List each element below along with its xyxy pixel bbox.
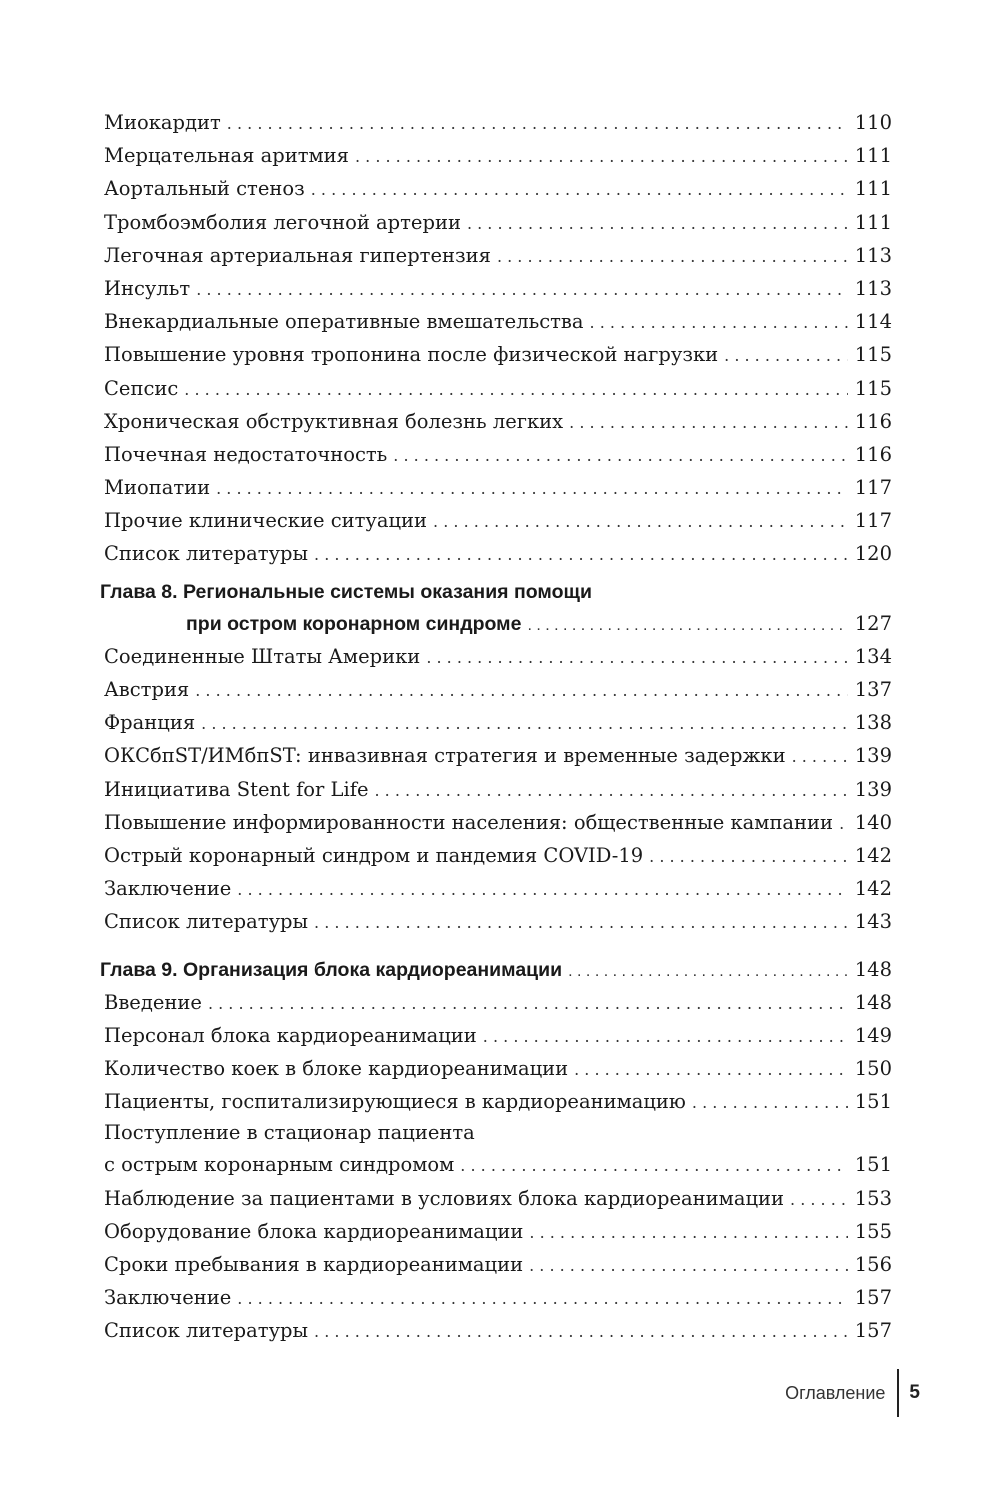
toc-entry-page: 139 (854, 744, 892, 768)
toc-entry[interactable] (100, 471, 892, 504)
toc-entry-title-cont: с острым коронарным синдромом (104, 1153, 455, 1177)
toc-entry-page: 148 (854, 990, 892, 1014)
toc-entry-page: 113 (854, 276, 892, 300)
chapter-spacer (100, 939, 892, 953)
dot-leader (314, 1314, 848, 1348)
toc-entry[interactable] (100, 773, 892, 806)
toc-entry-title: Инсульт (104, 276, 191, 300)
chapter-9-page: 148 (854, 957, 892, 981)
toc-entry-title: Инициатива Stent for Life (104, 777, 369, 801)
toc-entry-page: 113 (854, 243, 892, 267)
toc-entry-title: Пациенты, госпитализирующиеся в кардиореанимацию (104, 1090, 686, 1114)
toc-entry-title: Прочие клинические ситуации (104, 509, 428, 533)
toc-entry[interactable] (100, 673, 892, 706)
toc-entry-page: 143 (854, 910, 892, 934)
dot-leader (314, 537, 848, 571)
toc-entry-title: Заключение (104, 877, 232, 901)
dot-leader (724, 338, 848, 372)
chapter-9-title: Глава 9. Организация блока кардиореанимации (100, 958, 563, 981)
toc-entry-title: Миопатии (104, 476, 211, 500)
dot-leader (201, 706, 848, 740)
toc-entry[interactable] (100, 1019, 892, 1052)
toc-entry-page: 140 (854, 810, 892, 834)
toc-entry[interactable] (100, 206, 892, 239)
toc-entry-title: Внекардиальные оперативные вмешательства (104, 310, 584, 334)
toc-entry-page: 115 (854, 376, 892, 400)
toc-entry-page: 151 (854, 1153, 892, 1177)
toc-entry[interactable] (100, 640, 892, 673)
toc-entry[interactable] (100, 1281, 892, 1314)
toc-entry-page: 114 (854, 310, 892, 334)
toc-entry[interactable] (100, 537, 892, 570)
dot-leader (433, 504, 848, 538)
dot-leader (483, 1019, 848, 1053)
toc-entry[interactable] (100, 1314, 892, 1347)
toc-entry-page: 117 (854, 476, 892, 500)
dot-leader (195, 673, 848, 707)
dot-leader (237, 872, 848, 906)
toc-entry-title: Поступление в стационар пациента (104, 1121, 475, 1145)
dot-leader (527, 608, 848, 642)
toc-entry[interactable] (100, 438, 892, 471)
toc-entry[interactable] (100, 905, 892, 938)
toc-entry-page: 151 (854, 1090, 892, 1114)
toc-entry-page: 111 (854, 177, 892, 201)
dot-leader (497, 239, 848, 273)
dot-leader (208, 986, 848, 1020)
toc-entry[interactable] (100, 1085, 892, 1118)
dot-leader (184, 372, 848, 406)
toc-entry-title: Оборудование блока кардиореанимации (104, 1219, 524, 1243)
chapter-9-heading[interactable] (100, 953, 892, 986)
dot-leader (529, 1248, 848, 1282)
toc-entry[interactable] (100, 739, 892, 772)
toc-entry[interactable] (100, 305, 892, 338)
toc-entry-title: Наблюдение за пациентами в условиях блока кардиореанимации (104, 1186, 785, 1210)
toc-entry[interactable] (100, 839, 892, 872)
chapter-8-title-line2[interactable] (100, 607, 892, 640)
toc-entry-title: Список литературы (104, 910, 309, 934)
toc-entry[interactable] (100, 1248, 892, 1281)
toc-entry[interactable] (100, 338, 892, 371)
toc-entry[interactable] (100, 986, 892, 1019)
toc-entry-page: 116 (854, 409, 892, 433)
dot-leader (393, 438, 848, 472)
table-of-contents (100, 106, 892, 1348)
toc-entry[interactable] (100, 239, 892, 272)
page-number: 5 (909, 1382, 920, 1403)
toc-entry-page: 150 (854, 1057, 892, 1081)
toc-entry-title: Австрия (104, 678, 190, 701)
toc-entry-page: 111 (854, 144, 892, 168)
footer-divider (897, 1369, 899, 1417)
toc-entry[interactable] (100, 272, 892, 305)
dot-leader (792, 739, 848, 773)
dot-leader (529, 1215, 848, 1249)
page-footer (720, 1368, 920, 1418)
toc-entry[interactable] (100, 405, 892, 438)
toc-entry-page: 110 (854, 111, 892, 134)
toc-entry-line1 (100, 1118, 892, 1148)
toc-entry-title: Персонал блока кардиореанимации (104, 1023, 477, 1047)
dot-leader (375, 773, 849, 807)
toc-entry-title: Хроническая обструктивная болезнь легких (104, 409, 564, 433)
dot-leader (355, 139, 848, 173)
toc-section-prev-chapter (100, 106, 892, 571)
dot-leader (314, 905, 848, 939)
toc-entry-title: Мерцательная аритмия (104, 144, 349, 168)
toc-entry-title: Сепсис (104, 376, 179, 400)
toc-entry-title: Список литературы (104, 542, 309, 566)
toc-entry-title: Введение (104, 990, 202, 1014)
dot-leader (237, 1281, 848, 1315)
toc-entry-page: 111 (854, 210, 892, 234)
toc-entry-title: Франция (104, 711, 196, 735)
toc-entry-page: 157 (854, 1286, 892, 1310)
toc-entry-title: Сроки пребывания в кардиореанимации (104, 1253, 524, 1276)
toc-entry-title: Почечная недостаточность (104, 442, 388, 466)
toc-entry-page: 115 (854, 343, 892, 367)
toc-entry[interactable] (100, 106, 892, 139)
toc-entry[interactable] (100, 1182, 892, 1215)
toc-entry[interactable] (100, 139, 892, 172)
toc-entry-title: Соединенные Штаты Америки (104, 644, 421, 668)
toc-entry-title: ОКСбпST/ИМбпST: инвазивная стратегия и временные задержки (104, 744, 786, 768)
toc-chapter-9-items (100, 986, 892, 1348)
toc-entry-page: 142 (854, 843, 892, 867)
toc-entry-page: 116 (854, 442, 892, 466)
dot-leader (227, 106, 848, 140)
chapter-8-title-line1[interactable]: Глава 8. Региональные системы оказания помощи (100, 580, 592, 603)
toc-entry[interactable] (100, 172, 892, 205)
toc-entry-page: 157 (854, 1319, 892, 1343)
footer-section-label: Оглавление (785, 1382, 886, 1403)
toc-entry-page: 137 (854, 678, 892, 701)
toc-entry[interactable] (100, 1052, 892, 1085)
toc-entry-title: Заключение (104, 1286, 232, 1310)
dot-leader (311, 172, 848, 206)
toc-entry-two-line[interactable] (100, 1118, 892, 1181)
dot-leader (839, 806, 848, 840)
toc-entry-title: Количество коек в блоке кардиореанимации (104, 1057, 569, 1081)
toc-entry[interactable] (100, 706, 892, 739)
toc-entry-page: 153 (854, 1186, 892, 1210)
dot-leader (460, 1148, 848, 1182)
toc-entry[interactable] (100, 504, 892, 537)
chapter-8-page: 127 (854, 611, 892, 635)
toc-entry-title: Тромбоэмболия легочной артерии (104, 210, 461, 234)
dot-leader (590, 305, 848, 339)
toc-chapter-8 (100, 577, 892, 640)
toc-entry-page: 120 (854, 542, 892, 566)
dot-leader (790, 1182, 848, 1216)
toc-chapter-9 (100, 953, 892, 986)
dot-leader (692, 1085, 848, 1119)
toc-entry-page: 134 (854, 644, 892, 668)
dot-leader (196, 272, 848, 306)
toc-entry-page: 142 (854, 877, 892, 901)
dot-leader (216, 471, 848, 505)
dot-leader (467, 206, 848, 240)
toc-entry-page: 155 (854, 1219, 892, 1243)
toc-entry-page: 138 (854, 711, 892, 735)
toc-entry-title: Повышение информированности населения: общественные кампании (104, 810, 834, 834)
toc-entry-line2 (100, 1148, 892, 1181)
toc-entry-page: 139 (854, 777, 892, 801)
toc-entry-page: 156 (854, 1253, 892, 1276)
toc-entry-title: Повышение уровня тропонина после физической нагрузки (104, 343, 719, 367)
toc-chapter-8-items (100, 640, 892, 939)
toc-entry[interactable] (100, 372, 892, 405)
dot-leader (569, 405, 848, 439)
toc-entry-page: 117 (854, 509, 892, 533)
toc-entry-title: Легочная артериальная гипертензия (104, 243, 491, 267)
toc-entry[interactable] (100, 1215, 892, 1248)
toc-entry-page: 149 (854, 1023, 892, 1047)
toc-entry-title: Аортальный стеноз (104, 177, 305, 201)
dot-leader (568, 954, 848, 988)
toc-entry-title: Список литературы (104, 1319, 309, 1343)
toc-entry[interactable] (100, 872, 892, 905)
dot-leader (426, 640, 848, 674)
chapter-8-title-cont: при остром коронарном синдроме (186, 612, 522, 635)
toc-entry-title: Миокардит (104, 111, 221, 134)
dot-leader (649, 839, 848, 873)
toc-entry-title: Острый коронарный синдром и пандемия COVID-19 (104, 843, 644, 867)
toc-entry[interactable] (100, 806, 892, 839)
dot-leader (574, 1052, 848, 1086)
